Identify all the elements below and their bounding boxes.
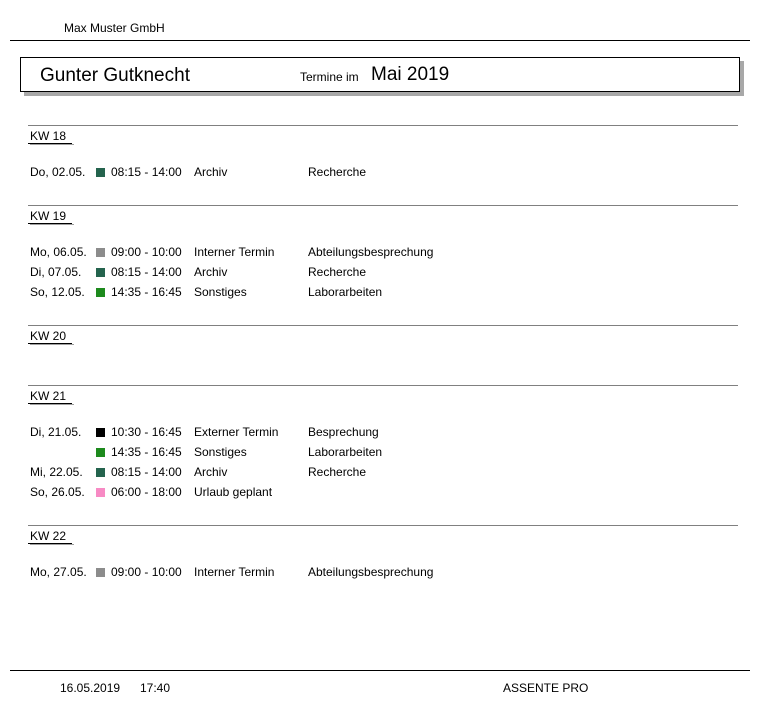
week-label: KW 22 <box>30 529 67 543</box>
appointment-description: Laborarbeiten <box>308 285 383 299</box>
appointment-description: Recherche <box>308 265 367 279</box>
appointment-time: 14:35 - 16:45 <box>111 285 182 299</box>
footer-divider <box>10 670 750 671</box>
week-label-underline-shadow <box>30 224 74 225</box>
footer-app-name: ASSENTE PRO <box>503 681 589 695</box>
appointment-time: 06:00 - 18:00 <box>111 485 182 499</box>
appointment-date: Mi, 22.05. <box>30 465 83 479</box>
category-color-square <box>96 268 105 277</box>
appointment-row <box>0 265 780 281</box>
appointment-date: Di, 07.05. <box>30 265 82 279</box>
week-divider <box>28 385 738 386</box>
appointment-description: Recherche <box>308 465 367 479</box>
category-color-square <box>96 468 105 477</box>
appointment-description: Abteilungsbesprechung <box>308 245 434 259</box>
appointment-type: Interner Termin <box>194 565 275 579</box>
appointment-description: Laborarbeiten <box>308 445 383 459</box>
appointment-row <box>0 285 780 301</box>
week-label: KW 20 <box>30 329 67 343</box>
appointment-time: 08:15 - 14:00 <box>111 265 182 279</box>
appointment-time: 09:00 - 10:00 <box>111 245 182 259</box>
week-label-underline-shadow <box>30 344 74 345</box>
appointment-time: 14:35 - 16:45 <box>111 445 182 459</box>
appointment-date: So, 26.05. <box>30 485 85 499</box>
appointment-row <box>0 445 780 461</box>
appointment-row <box>0 425 780 441</box>
category-color-square <box>96 168 105 177</box>
appointment-row <box>0 565 780 581</box>
appointment-description: Abteilungsbesprechung <box>308 565 434 579</box>
week-divider <box>28 525 738 526</box>
header-divider <box>10 40 750 41</box>
appointment-time: 10:30 - 16:45 <box>111 425 182 439</box>
week-label-underline-shadow <box>30 544 74 545</box>
appointment-time: 08:15 - 14:00 <box>111 165 182 179</box>
week-label: KW 19 <box>30 209 67 223</box>
appointment-row <box>0 465 780 481</box>
person-name: Gunter Gutknecht <box>40 65 190 86</box>
category-color-square <box>96 288 105 297</box>
appointment-date: So, 12.05. <box>30 285 85 299</box>
appointment-row <box>0 245 780 261</box>
week-label: KW 18 <box>30 129 67 143</box>
footer-time: 17:40 <box>140 681 171 695</box>
appointment-type: Archiv <box>194 165 228 179</box>
appointment-type: Urlaub geplant <box>194 485 273 499</box>
appointment-description: Besprechung <box>308 425 379 439</box>
company-name: Max Muster GmbH <box>64 21 165 35</box>
appointment-type: Externer Termin <box>194 425 279 439</box>
appointment-type: Sonstiges <box>194 445 247 459</box>
month-title: Mai 2019 <box>371 64 450 85</box>
category-color-square <box>96 428 105 437</box>
week-divider <box>28 125 738 126</box>
category-color-square <box>96 568 105 577</box>
category-color-square <box>96 448 105 457</box>
week-label-underline-shadow <box>30 404 74 405</box>
appointment-type: Archiv <box>194 465 228 479</box>
month-label: Termine im <box>300 70 359 84</box>
week-divider <box>28 325 738 326</box>
appointment-type: Sonstiges <box>194 285 247 299</box>
appointment-time: 08:15 - 14:00 <box>111 465 182 479</box>
appointment-type: Interner Termin <box>194 245 275 259</box>
appointment-row <box>0 485 780 501</box>
appointment-time: 09:00 - 10:00 <box>111 565 182 579</box>
footer-date: 16.05.2019 <box>60 681 121 695</box>
appointment-type: Archiv <box>194 265 228 279</box>
appointment-description: Recherche <box>308 165 367 179</box>
week-label-underline-shadow <box>30 144 74 145</box>
category-color-square <box>96 488 105 497</box>
appointment-date: Mo, 27.05. <box>30 565 87 579</box>
appointment-date: Do, 02.05. <box>30 165 86 179</box>
appointment-date: Mo, 06.05. <box>30 245 87 259</box>
appointment-row <box>0 165 780 181</box>
week-label: KW 21 <box>30 389 67 403</box>
title-box <box>20 57 740 92</box>
category-color-square <box>96 248 105 257</box>
week-divider <box>28 205 738 206</box>
appointment-date: Di, 21.05. <box>30 425 82 439</box>
